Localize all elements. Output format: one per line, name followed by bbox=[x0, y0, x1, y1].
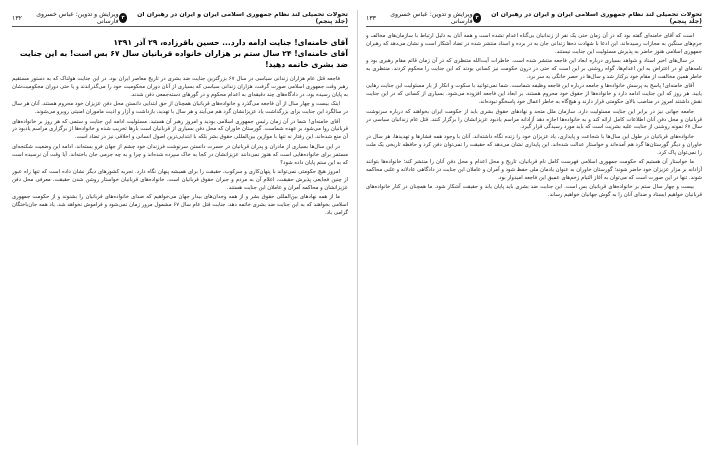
article-subtitle: آقای خامنه‌ای! ۲۴ سال ستم بر هزاران خانواده قربانیان سال ۶۷ بس است! به این جنایت ضد بشری خاتمه دهید! bbox=[19, 49, 348, 69]
left-body-text bbox=[12, 76, 348, 218]
left-page-number: ۱۳۲ bbox=[12, 14, 22, 22]
left-header-chapter bbox=[119, 12, 348, 25]
left-header-meta bbox=[12, 12, 119, 25]
right-page-number: ۱۳۳ bbox=[366, 14, 376, 22]
paragraph: امروز هیچ حکومتی نمی‌تواند با پنهان‌کاری و سرکوب، حقیقت را برای همیشه پنهان نگاه دارد. تجربه کشورهای دیگر نشان داده است که تنها راه عبور از چنین فجایعی پذیرش حقیقت، اعلام آن به مردم و جبران حقوق قربانیان است. خانواده‌های قربانیان خواستار روشن شدن حقیقت، معرفی محل دفن عزیزانشان و محاکمه آمران و عاملان این جنایت هستند. bbox=[12, 168, 348, 191]
article-title-block bbox=[12, 37, 348, 70]
right-page bbox=[366, 12, 702, 440]
right-page-header bbox=[366, 12, 702, 27]
paragraph: ما خواستار آن هستیم که حکومت جمهوری اسلامی فهرست کامل نام قربانیان، تاریخ و محل اعدام و محل دفن آنان را منتشر کند؛ خانواده‌ها بتوانند آزادانه بر مزار عزیزان خود حاضر شوند؛ گورستان خاوران به عنوان یادمان ملی حفظ شود و آمران و عاملان این جنایت در دادگاهی عادلانه و علنی محاکمه شوند. تنها در این صورت است که می‌توان به آغاز التیام زخم‌های عمیق این فاجعه امیدوار بود. bbox=[366, 159, 702, 181]
paragraph: خانواده‌های قربانیان در طول این سال‌ها با شجاعت و پایداری، یاد عزیزان خود را زنده نگاه داشته‌اند. آنان با وجود همه فشارها و تهدیدها، هر سال در خاوران و دیگر گورستان‌ها گرد هم آمده‌اند و خواستار عدالت شده‌اند. این پایداری نشان می‌دهد که حقیقت را نمی‌توان دفن کرد و حافظه تاریخی یک ملت را نمی‌توان پاک کرد. bbox=[366, 133, 702, 156]
left-header-badge: ۳ bbox=[119, 13, 128, 23]
right-header-chapter bbox=[473, 12, 702, 25]
paragraph: است که آقای خامنه‌ای گفته بود که در آن زمان حتی یک نفر از زندانیان بی‌گناه اعدام نشده است و همه آنان به دلیل ارتباط با سازمان‌های مخالف و جرم‌های سنگین به مجازات رسیده‌اند. این ادعا با شهادت ده‌ها زندانی جان به در برده و اسناد منتشر شده در تضاد آشکار است و نشان می‌دهد که رهبران جمهوری اسلامی هنوز حاضر به پذیرش مسئولیت این جنایت نیستند. bbox=[366, 33, 702, 55]
left-header-chapter-title: تحولات تحمیلی لند نظام جمهوری اسلامی ایران و ایران در رهبران آن (جلد پنجم) bbox=[137, 12, 348, 25]
paragraph: ما از همه نهادهای بین‌المللی حقوق بشر و از همه وجدان‌های بیدار جهان می‌خواهیم که صدای خانواده‌های قربانیان را بشنوند و از حکومت جمهوری اسلامی بخواهند که به این جنایت ضد بشری خاتمه دهد. جنایت قتل عام سال ۶۷ مشمول مرور زمان نمی‌شود و فراموش نخواهد شد. یاد همه جان‌باختگان گرامی باد. bbox=[12, 194, 348, 216]
paragraph: آقای خامنه‌ای! پاسخ به پرسش خانواده‌ها و جامعه درباره این فاجعه وظیفه شماست. شما نمی‌توانید با سکوت و انکار از بار مسئولیت این جنایت رهایی یابید. هر روز که این جنایت ادامه دارد و خانواده‌ها از حقوق خود محروم هستند، بر ابعاد این فاجعه افزوده می‌شود. بسیاری از کسانی که در این جنایت نقش داشتند امروز در مناصب بالای حکومتی قرار دارند و هیچ‌گاه به خاطر اعمال خود پاسخگو نبوده‌اند. bbox=[366, 83, 702, 106]
left-page bbox=[12, 12, 348, 440]
paragraph: آقای خامنه‌ای! شما در آن زمان رئیس جمهوری اسلامی بودید و امروز رهبر آن هستید. مسئولیت ادامه این جنایت و ستمی که هر روز بر خانواده‌های قربانیان روا می‌شود بر عهده شماست. گورستان خاوران که محل دفن بسیاری از قربانیان است بارها تخریب شده و خانواده‌ها از برگزاری مراسم یادبود در آن منع شده‌اند. این رفتار نه تنها با موازین بین‌المللی حقوق بشر بلکه با ابتدایی‌ترین اصول انسانی و اخلاقی نیز در تضاد است. bbox=[12, 118, 348, 141]
paragraph: در این سال‌ها بسیاری از مادران و پدران قربانیان در حسرت دانستن سرنوشت فرزندان خود چشم از جهان فرو بسته‌اند. ادامه این وضعیت شکنجه‌ای مستمر برای خانواده‌هایی است که هنوز نمی‌دانند عزیزانشان در کجا به خاک سپرده شده‌اند و چرا و به چه جرمی جان باخته‌اند. آیا وقت آن نرسیده است که به این ستم پایان داده شود؟ bbox=[12, 143, 348, 166]
paragraph: در سال‌های اخیر اسناد و شواهد بسیاری درباره ابعاد این فاجعه منتشر شده است. خاطرات آیت‌الله منتظری که در آن زمان قائم مقام رهبری بود و نامه‌های او در اعتراض به این اعدام‌ها، گواه روشنی بر این است که حتی در درون حکومت نیز کسانی بودند که این جنایت را محکوم کردند. منتظری به خاطر همین مخالفت از مقام خود برکنار شد و سال‌ها در حصر خانگی به سر برد. bbox=[366, 58, 702, 81]
left-page-header bbox=[12, 12, 348, 27]
paragraph: اینک بیست و چهار سال از آن فاجعه می‌گذرد و خانواده‌های قربانیان همچنان از حق ابتدایی دانستن محل دفن عزیزان خود محروم هستند. آنان هر سال در سالگرد این جنایت برای بزرگداشت یاد عزیزانشان گرد هم می‌آیند و هر سال با تهدید، بازداشت و آزار و اذیت ماموران امنیتی روبرو می‌شوند. bbox=[12, 101, 348, 116]
right-header-meta bbox=[366, 12, 473, 25]
paragraph: بیست و چهار سال ستم بر خانواده‌های قربانیان بس است. این جنایت ضد بشری باید پایان یابد و حقیقت آشکار شود. ما همچنان در کنار خانواده‌های قربانیان خواهیم ایستاد و صدای آنان را به گوش جهانیان خواهیم رساند. bbox=[366, 184, 702, 199]
right-body-text bbox=[366, 33, 702, 200]
right-header-editor: ویرایش و تدوین: عباس خسروی فارسانی bbox=[390, 12, 473, 25]
right-header-chapter-title: تحولات تحمیلی لند نظام جمهوری اسلامی ایران و ایران در رهبران آن (جلد پنجم) bbox=[491, 12, 702, 25]
right-header-badge: ۳ bbox=[473, 13, 482, 23]
left-header-editor: ویرایش و تدوین: عباس خسروی فارسانی bbox=[36, 12, 119, 25]
article-title: آقای خامنه‌ای! جنایت ادامه دارد... حسین باقرزاده، ۲۹ آذر ۱۳۹۱ bbox=[113, 38, 348, 47]
paragraph: جامعه جهانی نیز در برابر این جنایت مسئولیت دارد. سازمان ملل متحد و نهادهای حقوق بشری باید از حکومت ایران بخواهند که درباره سرنوشت قربانیان و محل دفن آنان اطلاعات کامل ارائه کند و به خانواده‌ها اجازه دهد آزادانه مراسم یادبود عزیزانشان را برگزار کنند. قتل عام زندانیان سیاسی در سال ۶۷ نمونه روشنی از جنایت علیه بشریت است که باید مورد رسیدگی قرار گیرد. bbox=[366, 108, 702, 131]
paragraph: فاجعه قتل عام هزاران زندانی سیاسی در سال ۶۷ بزرگترین جنایت ضد بشری در تاریخ معاصر ایران بود. در این جنایت هولناک که به دستور مستقیم رهبر وقت جمهوری اسلامی صورت گرفت، هزاران زندانی سیاسی که بسیاری از آنان دوران محکومیت خود را می‌گذراندند و یا حتی دوران محکومیت‌شان به پایان رسیده بود، در دادگاه‌های چند دقیقه‌ای به اعدام محکوم و در گورهای دسته‌جمعی دفن شدند. bbox=[12, 76, 348, 98]
page-gutter bbox=[357, 10, 358, 445]
